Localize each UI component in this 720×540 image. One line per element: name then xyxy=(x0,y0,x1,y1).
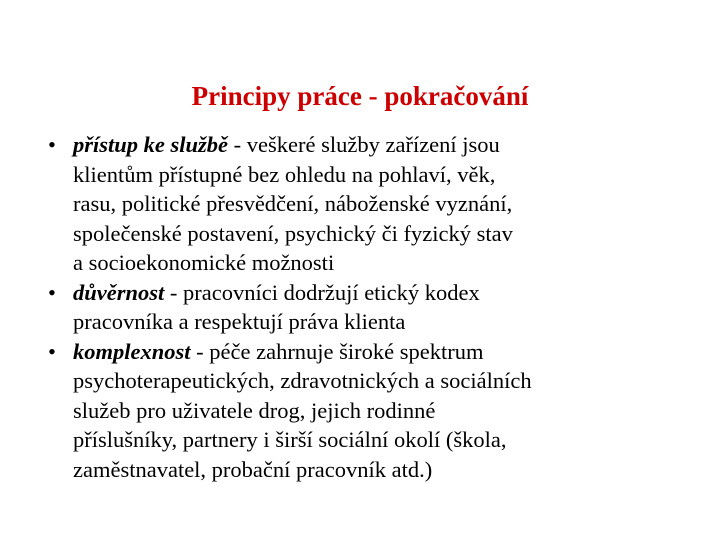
bullet-text: příslušníky, partnery i širší sociální okolí (škola, xyxy=(73,427,507,452)
bullet-text: a socioekonomické možnosti xyxy=(73,250,335,275)
bullet-text: pracovníka a respektují práva klienta xyxy=(73,309,406,334)
bullet-term: komplexnost xyxy=(73,338,191,364)
bullet-text: rasu, politické přesvědčení, náboženské vyznání, xyxy=(73,191,513,216)
bullet-text: - veškeré služby zařízení jsou xyxy=(228,132,500,157)
bullet-text: klientům přístupné bez ohledu na pohlaví, věk, xyxy=(73,161,496,187)
bullet-text: společenské postavení, psychický či fyzický stav xyxy=(73,220,513,246)
bullet-item-komplexnost xyxy=(44,337,674,485)
bullet-term: přístup ke službě xyxy=(73,132,229,157)
bullet-text: psychoterapeutických, zdravotnických a sociálních xyxy=(73,368,532,393)
bullet-dot-icon: • xyxy=(48,279,56,305)
bullet-term: důvěrnost xyxy=(73,279,165,305)
slide-title: Principy práce - pokračování xyxy=(191,81,529,111)
bullet-text: - pracovníci dodržují etický kodex xyxy=(164,279,480,305)
bullet-text: zaměstnavatel, probační pracovník atd.) xyxy=(73,456,433,482)
bullet-dot-icon: • xyxy=(48,338,56,364)
bullet-item-duvernost xyxy=(44,278,674,337)
bullet-list xyxy=(44,130,674,484)
bullet-dot-icon: • xyxy=(48,132,56,157)
bullet-item-pristup xyxy=(44,130,674,278)
bullet-text: služeb pro uživatele drog, jejich rodinné xyxy=(73,397,436,423)
bullet-text: - péče zahrnuje široké spektrum xyxy=(190,338,484,364)
